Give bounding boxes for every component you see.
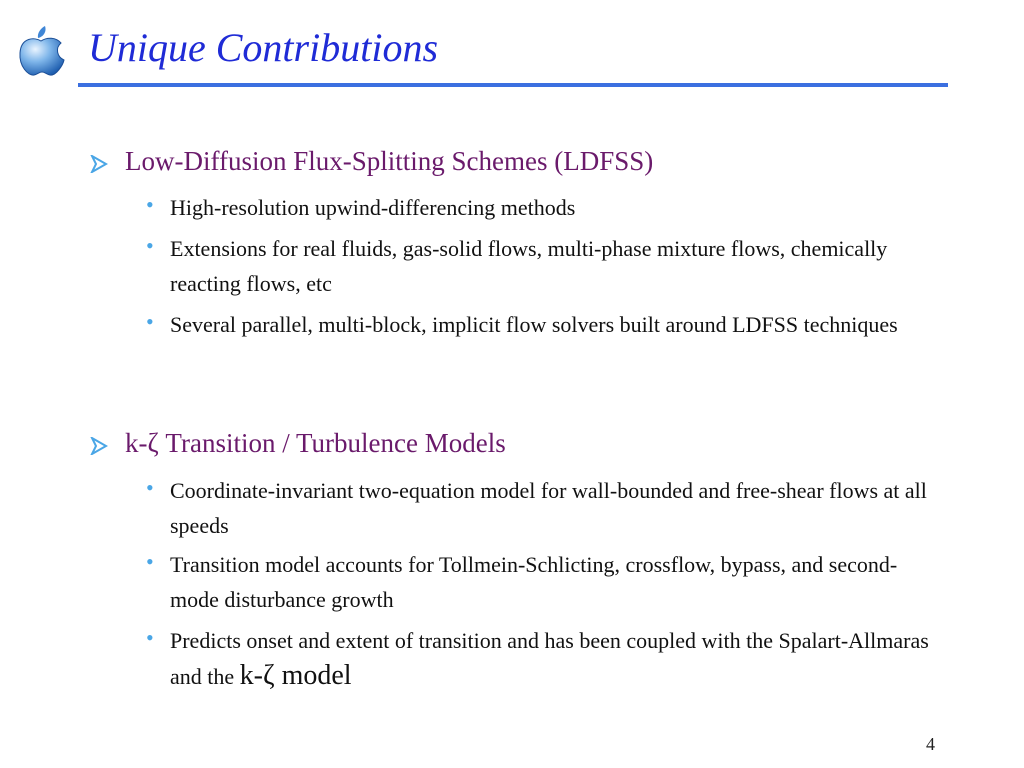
page-number: 4 [926,734,935,754]
section-heading: Low-Diffusion Flux-Splitting Schemes (LDFSS) [125,146,654,176]
arrow-bullet-icon [90,155,108,173]
bullet-dot-icon: • [146,309,154,334]
bullet-text-emphasis: k-ζ model [239,660,352,691]
bullet-text: Transition model accounts for Tollmein-Schlicting, crossflow, bypass, and second-mode disturbance growth [170,552,898,612]
bullet-text-main: Predicts onset and extent of transition and has been coupled with the Spalart-Allmaras and the [170,628,929,689]
bullet-dot-icon: • [146,549,154,574]
section-heading: k-ζ Transition / Turbulence Models [125,428,506,458]
apple-logo-icon [15,22,67,78]
bullet-text: Several parallel, multi-block, implicit flow solvers built around LDFSS techniques [170,312,898,337]
slide-title: Unique Contributions [88,25,439,70]
bullet-text: High-resolution upwind-differencing methods [170,195,576,220]
title-underline [78,83,948,87]
bullet-text [170,623,930,694]
bullet-dot-icon: • [146,233,154,258]
bullet-text: Extensions for real fluids, gas-solid flows, multi-phase mixture flows, chemically reacting flows, etc [170,236,888,296]
bullet-dot-icon: • [146,192,154,217]
bullet-dot-icon: • [146,475,154,500]
arrow-bullet-icon [90,437,108,455]
bullet-text: Coordinate-invariant two-equation model for wall-bounded and free-shear flows at all speeds [170,478,927,538]
bullet-dot-icon: • [146,625,154,650]
